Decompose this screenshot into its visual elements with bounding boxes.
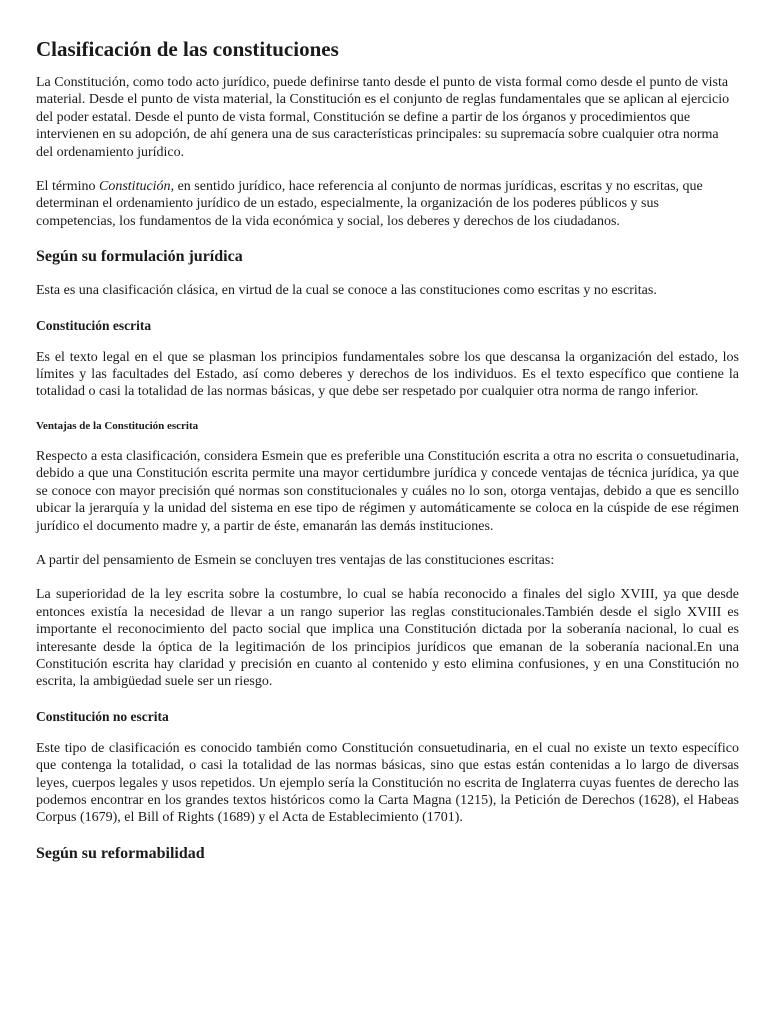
escrita-paragraph: Es el texto legal en el que se plasman los principios fundamentales sobre los que descansa la organización del estado, los límites y las facultades del Estado, así como deberes y derechos de los individuos. Es el texto específico que contiene la totalidad o casi la totalidad de las normas básicas, y que debe ser respetado por cualquier otra norma de rango inferior. [36,349,739,400]
section-heading-reformabilidad: Según su reformabilidad [36,844,205,862]
constitucion-term: Constitución [99,179,171,195]
subsection-heading-escrita: Constitución escrita [36,317,152,333]
subsection-heading-no-escrita: Constitución no escrita [36,708,169,724]
ventajas-paragraph-1: Respecto a esta clasificación, considera Esmein que es preferible una Constitución escrita a otra no escrita o consuetudinaria, debido a que una Constitución escrita permite una mayor certidumbre jurídica y concede ventajas de técnica jurídica, ya que se conoce con mayor precisión qué normas son constitucionales y cuáles no lo son, otorga ventajas, debido a que es sencillo ubicar la jerarquía y la unidad del sistema en ese tipo de régimen y automáticamente se coloca en la cúspide de ese régimen jurídico el documento madre y, a partir de éste, emanarán las demás instituciones. [36,448,739,534]
intro-paragraph-2-start: El término [36,179,99,195]
intro-paragraph-2 [36,178,739,230]
ventajas-paragraph-3: La superioridad de la ley escrita sobre la costumbre, lo cual se había reconocido a finales del siglo XVIII, ya que desde entonces existía la necesidad de llevar a un rango superior las reglas constitucionales.También desde el siglo XVIII es importante el reconocimiento del pacto social que implica una Constitución dictada por la soberanía nacional, lo cual es interesante desde la óptica de la legitimación de los principios jurídicos que emanan de la soberanía nacional.En una Constitución escrita hay claridad y precisión en cuanto al contenido y esto elimina confusiones, y en una Constitución no escrita, la ambigüedad suele ser un riesgo. [36,587,739,690]
no-escrita-paragraph: Este tipo de clasificación es conocido también como Constitución consuetudinaria, en el cual no existe un texto específico que contenga la totalidad, o casi la totalidad de las normas básicas, sino que estas están contenidas a lo largo de diversas leyes, cuerpos legales y usos repetidos. Un ejemplo sería la Constitución no escrita de Inglaterra cuyas fuentes de derecho las podemos encontrar en los grandes textos históricos como la Carta Magna (1215), la Petición de Derechos (1628), el Habeas Corpus (1679), el Bill of Rights (1689) y el Acta de Establecimiento (1701). [36,740,739,826]
subsubsection-heading-ventajas: Ventajas de la Constitución escrita [36,419,199,432]
page-title: Clasificación de las constituciones [36,37,339,61]
intro-paragraph-1: La Constitución, como todo acto jurídico, puede definirse tanto desde el punto de vista formal como desde el punto de vista material. Desde el punto de vista material, la Constitución es el conjunto de reglas fundamentales que se aplican al ejercicio del poder estatal. Desde el punto de vista formal, Constitución se define a partir de los órganos y procedimientos que intervienen en su adopción, de ahí genera una de sus características principales: su supremacía sobre cualquier otra norma del ordenamiento jurídico. [36,75,730,160]
formulacion-paragraph: Esta es una clasificación clásica, en virtud de la cual se conoce a las constituciones como escritas y no escritas. [36,283,657,299]
section-heading-formulacion: Según su formulación jurídica [36,248,243,266]
ventajas-paragraph-2: A partir del pensamiento de Esmein se concluyen tres ventajas de las constituciones escritas: [36,552,555,568]
intro-paragraph-2-rest: , en sentido jurídico, hace referencia al conjunto de normas jurídicas, escritas y no escritas, que determinan el ordenamiento jurídico de un estado, especialmente, la organización de los poderes públicos y sus competencias, los fundamentos de la vida económica y social, los deberes y derechos de los ciudadanos. [36,179,703,229]
